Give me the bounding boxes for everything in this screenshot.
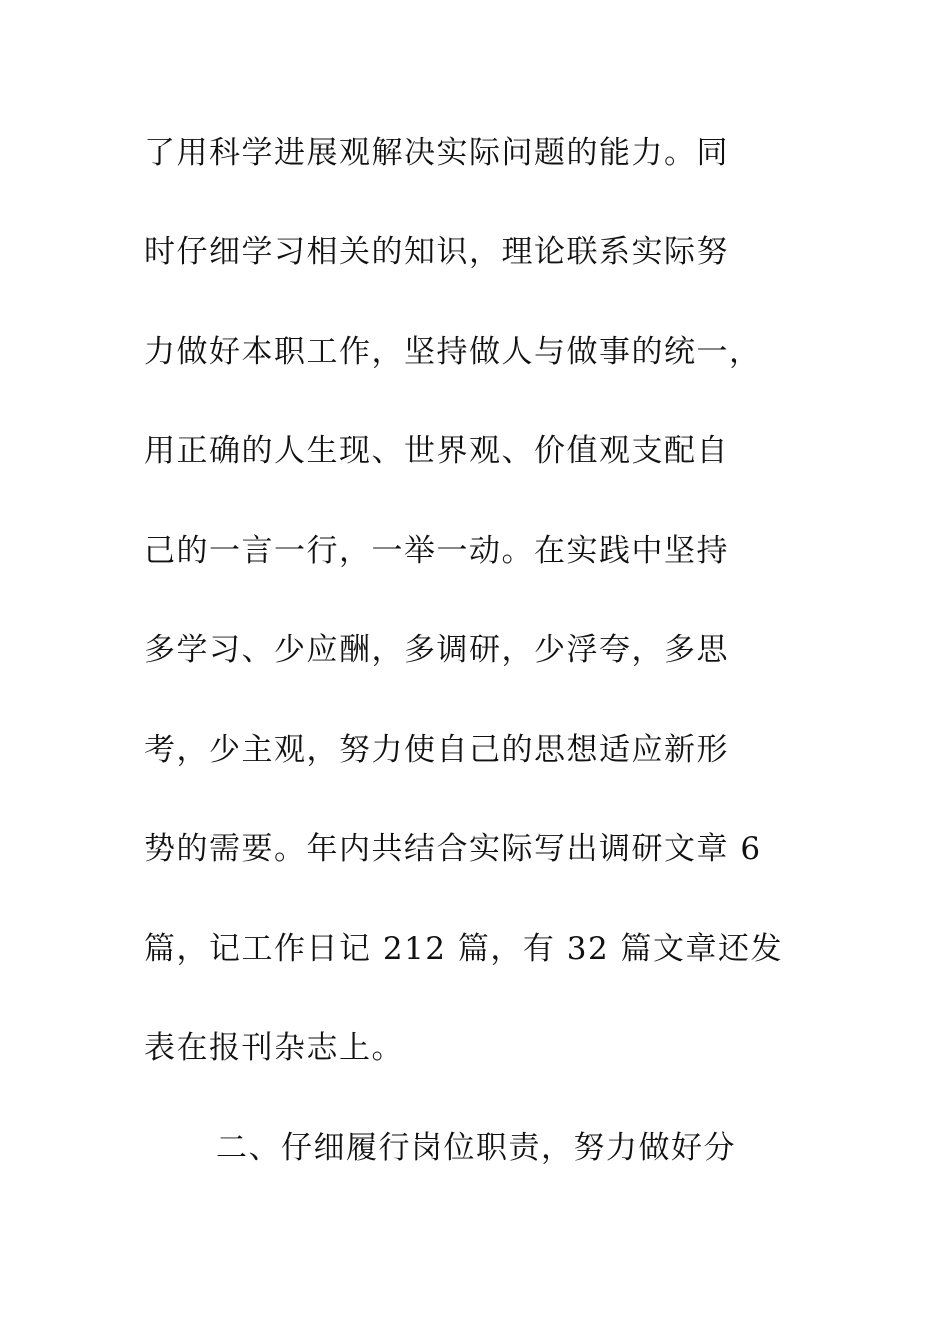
paragraph-line-10: 表在报刊杂志上。: [144, 1030, 404, 1066]
paragraph-line-8: 势的需要。年内共结合实际写出调研文章 6: [144, 831, 762, 867]
section-heading-line: 二、仔细履行岗位职责，努力做好分: [216, 1130, 736, 1166]
paragraph-line-9: 篇，记工作日记 212 篇，有 32 篇文章还发: [144, 931, 784, 967]
paragraph-line-3: 力做好本职工作，坚持做人与做事的统一，: [144, 334, 762, 370]
paragraph-line-2: 时仔细学习相关的知识，理论联系实际努: [144, 234, 729, 270]
paragraph-line-4: 用正确的人生现、世界观、价值观支配自: [144, 433, 729, 469]
paragraph-line-5: 己的一言一行，一举一动。在实践中坚持: [144, 533, 729, 569]
paragraph-line-1: 了用科学进展观解决实际问题的能力。同: [144, 135, 729, 171]
paragraph-line-7: 考，少主观，努力使自己的思想适应新形: [144, 732, 729, 768]
paragraph-line-6: 多学习、少应酬，多调研，少浮夸，多思: [144, 632, 729, 668]
